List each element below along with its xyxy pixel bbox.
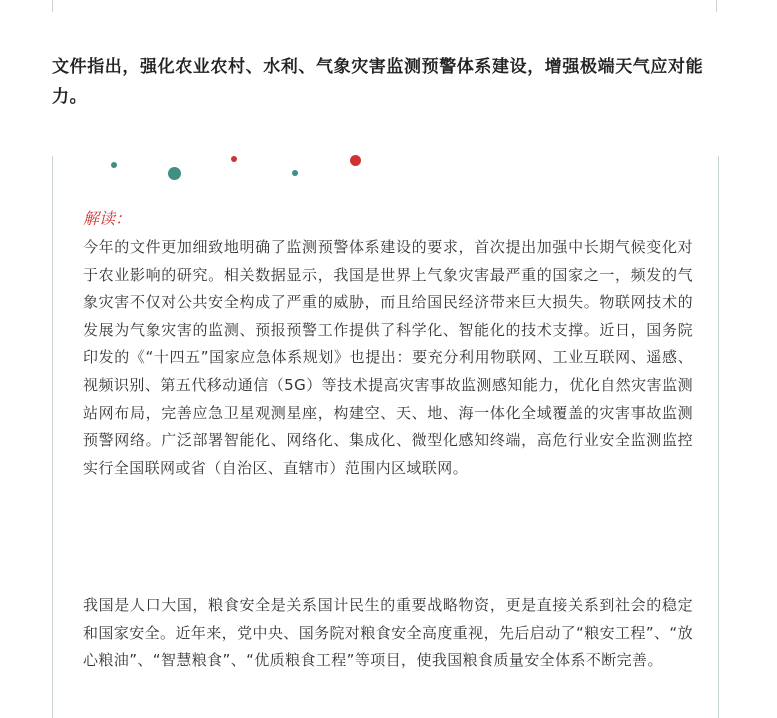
interpretation-paragraph-2: 我国是人口大国，粮食安全是关系国计民生的重要战略物资，更是直接关系到社会的稳定和国家安全。近年来，党中央、国务院对粮食安全高度重视，先后启动了“粮安工程”、“放心粮油”、“智慧粮食”、“优质粮食工程”等项目，使我国粮食质量安全体系不断完善。: [83, 596, 693, 670]
interpretation-paragraph-1: 今年的文件更加细致地明确了监测预警体系建设的要求，首次提出加强中长期气候变化对于农业影响的研究。相关数据显示，我国是世界上气象灾害最严重的国家之一，频发的气象灾害不仅对公共安全构成了严重的威胁，而且给国民经济带来巨大损失。物联网技术的发展为气象灾害的监测、预报预警工作提供了科学化、智能化的技术支撑。近日，国务院印发的《“十四五”国家应急体系规划》也提出：要充分利用物联网、工业互联网、遥感、视频识别、第五代移动通信（5G）等技术提高灾害事故监测感知能力，优化自然灾害监测站网布局，完善应急卫星观测星座，构建空、天、地、海一体化全域覆盖的灾害事故监测预警网络。广泛部署智能化、网络化、集成化、微型化感知终端，高危行业安全监测监控实行全国联网或省（自治区、直辖市）范围内区域联网。: [83, 238, 693, 477]
frame-right-border: [718, 156, 719, 718]
decorative-dot-teal-small-2: [292, 170, 298, 176]
top-left-divider-line: [52, 0, 53, 12]
decorative-dot-red-large: [350, 155, 361, 166]
decorative-dot-teal-small-1: [111, 162, 117, 168]
decorative-dot-teal-large: [168, 167, 181, 180]
decorative-dot-red-small: [231, 156, 237, 162]
headline-text: 文件指出，强化农业农村、水利、气象灾害监测预警体系建设，增强极端天气应对能力。: [52, 57, 704, 107]
frame-left-border: [52, 156, 53, 718]
top-right-divider-line: [716, 0, 717, 12]
interpretation-label: 解读：: [83, 209, 132, 228]
